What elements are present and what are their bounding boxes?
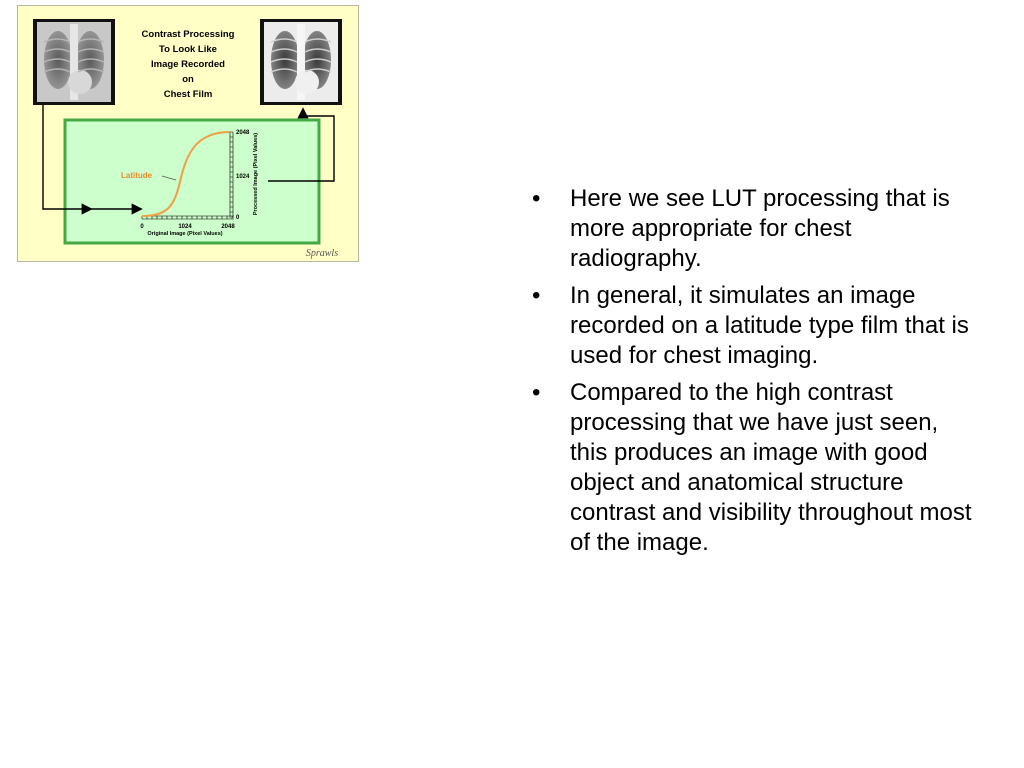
signature: Sprawls — [305, 248, 339, 259]
caption-line: To Look Like — [159, 44, 217, 55]
x-axis-label: Original Image (Pixel Values) — [147, 231, 223, 237]
x-tick-label: 0 — [140, 224, 144, 230]
caption-line: Contrast Processing — [141, 29, 235, 40]
caption-line: Image Recorded — [151, 59, 225, 70]
chest-xray-processed — [260, 19, 342, 105]
bullet-symbol: • — [532, 282, 541, 309]
x-tick-label: 2048 — [221, 224, 235, 230]
lut-processing-figure — [17, 5, 359, 262]
bullet-text: Compared to the high contrast processing that we have just seen, this produces an image with good object and anatomical structure contrast and visibility throughout most of the image. — [570, 379, 972, 556]
latitude-label: Latitude — [121, 171, 153, 180]
figure-canvas — [18, 6, 358, 261]
y-tick-label: 1024 — [236, 174, 250, 180]
chest-xray-original — [33, 19, 115, 105]
y-tick-label: 0 — [236, 215, 240, 221]
caption-line: Chest Film — [163, 89, 213, 100]
bullet-symbol: • — [532, 185, 541, 212]
y-tick-label: 2048 — [236, 130, 250, 136]
bullet-text: Here we see LUT processing that is more appropriate for chest radiography. — [570, 185, 950, 272]
bullet-item — [532, 378, 972, 558]
caption-line: on — [182, 74, 194, 85]
x-tick-label: 1024 — [178, 224, 192, 230]
bullet-symbol: • — [532, 379, 541, 406]
y-axis-label: Processed Image (Pixel Values) — [253, 132, 259, 216]
bullet-item — [532, 281, 972, 371]
bullet-text: In general, it simulates an image recorded on a latitude type film that is used for chest imaging. — [570, 282, 969, 369]
bullet-list — [532, 184, 972, 565]
bullet-item — [532, 184, 972, 274]
